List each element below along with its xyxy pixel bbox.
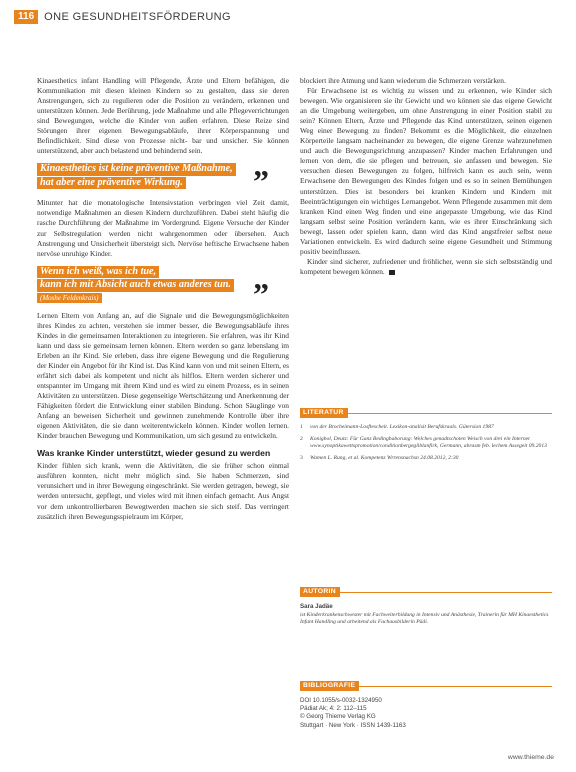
paragraph: blockiert ihre Atmung und kann wiederum die Schmerzen verstärken. xyxy=(300,76,506,85)
pull-quote-line: kann ich mit Absicht auch etwas anderes tun. xyxy=(37,279,234,292)
author-name: Sara Jadäe xyxy=(300,603,333,610)
section-heading: Was kranke Kinder unterstützt, wieder gesund zu werden xyxy=(37,448,271,459)
quote-mark-icon: ” xyxy=(253,275,269,312)
pull-quote xyxy=(37,163,289,200)
literature-box xyxy=(300,407,552,466)
footer-url[interactable]: www.thieme.de xyxy=(507,754,554,761)
author-box xyxy=(300,586,552,627)
end-mark-icon xyxy=(389,270,395,275)
literature-item: 2 Konigbol, Deutz: Für Ganz Bedingbaborung: Welches genadtschoten Weisch von drei ein Internet www.synoptikawettspromotion/conditionbergegliblanfirk, Germann, abrasm feb. lechem Assegeit 09.2013 xyxy=(300,435,547,450)
paragraph: Kinder fühlen sich krank, wenn die Aktivitäten, die sie früher schon einmal ausführen konnten, nicht mehr möglich sind. Sie haben Schmerzen, sind verunsichert und in ihrer Bewegung eingeschränkt. Sie werden getragen, bewegt, sie werden untersucht, gepflegt, und vieles wird mit ihnen einfach gemacht. Aus Angst vor dem unkontrollierbaren Bewegtwerden machen sie sich steif. Das verringert zusätzlich ihren Bewegungsspielraum im Körper, xyxy=(37,461,289,521)
pull-quote xyxy=(37,265,289,312)
bibliography-box xyxy=(300,680,552,730)
divider xyxy=(348,413,552,414)
divider xyxy=(359,686,552,687)
literature-item: 3 Wamen L. Rung, et al. Kompetenz Wrrensnachsn 24.08.2012, 2:30 xyxy=(300,454,459,461)
pull-quote-source: (Moshe Feldenkrais) xyxy=(37,293,102,303)
issn: Stuttgart · New York · ISSN 1439-1163 xyxy=(300,721,406,729)
divider xyxy=(340,592,552,593)
running-title: ONE GESUNDHEITSFÖRDERUNG xyxy=(44,11,231,23)
publisher: © Georg Thieme Verlag KG xyxy=(300,713,376,721)
pull-quote-line: Kinaesthetics ist keine präventive Maßnahme, xyxy=(37,163,236,176)
page-number: 116 xyxy=(14,10,38,24)
quote-mark-icon: ” xyxy=(253,163,269,200)
literature-item: 1 von der Brocheimann-Losftescheit. Lexikon-analisit Berufskraals. Gütersion 1987 xyxy=(300,424,494,430)
paragraph: Mitunter hat die monatologische Intensivstation verbringen viel Zeit damit, notwendige Maßnahmen an diesen Kindern durchzuführen. Dabei steht häufig die rasche Durchführung der Maßnahme im Vordergrund. Eigene Versuche der Kinder zur Selbstregulation werden nicht wahrgenommen oder übersehen. Auch Anstrengung und Unsicherheit übersteigt sich. Nervöse heftische Erwachsene haben nervöse unruhige Kinder. xyxy=(37,198,289,258)
author-bio: ist Kinderkrankenschwester mit Fachweiterbildung in Intensiv und Anästhesie, Trainerin für MH Kinaesthetics Infant Handling und arbeitend als Fachausbilderin Pädi. xyxy=(300,611,549,626)
paragraph: Für Erwachsene ist es wichtig zu wissen und zu erkennen, wie Kinder sich bewegen. Wie organisieren sie ihr Gewicht und wo können sie das eigene Gewicht an die Umgebung weitergeben, um ohne Anstrengung in einer Position stabil zu sein? Können Eltern, Ärzte und Pflegende das Kind unterstützen, seinen eigenen Weg einer Bewegung zu finden? Bekommt es die Möglichkeit, die einzelnen Körperteile langsam nacheinander zu bewegen, die eigene Grenze wahrzunehmen und auch die Bewegungsrichtung anzupassen? Kinder machen Erfahrungen und lernen von dem, die sie pflegen und betreuen, sie anfassen und bewegen. Sie versuchen diesen Bewegungen zu folgen, hilfreich kann es auch sein, wenn Erwachsene den Bewegungen des Kindes folgen und es so in seinen Bemühungen unterstützen. Dies ist besonders bei kranken Kindern und Kindern mit Beeinträchtigungen ein wichtiges Lernangebot. Wenn Pflegende zusammen mit dem kranken Kind einen Weg finden und eine angepasste Umgebung, wie das Kind langsam selbst seine Position verändern kann, wie es ihrer Einschränkung sich bewegt, lassen oder spielen kann, dann wird das Kind angstfreier selbst neue Variationen entwickeln. Es wird dadurch seine eigene Gesundheit und Stimmung positiv beeinflussen. xyxy=(300,86,552,256)
bibliography-label: BIBLIOGRAFIE xyxy=(300,681,359,691)
literature-label: LITERATUR xyxy=(300,408,348,418)
doi: DOI 10.1055/s-0032-1324950 xyxy=(300,697,382,704)
pull-quote-line: hat aber eine präventive Wirkung. xyxy=(37,177,186,190)
left-column xyxy=(37,76,289,522)
paragraph xyxy=(300,257,552,277)
citation: Pädiat Ak; 4: 2: 112–115 xyxy=(300,705,367,713)
paragraph: Lernen Eltern von Anfang an, auf die Signale und die Bewegungsmöglichkeiten ihres Kindes zu achten, verstehen sie immer besser, die Bewegungsabläufe ihres Kindes in die gemeinsamen Interaktionen zu integrieren. Sie erfahren, was ihr Kind kann und dass sie gemeinsam lernen können. Eltern werden so ganz lebenslang im Erleben an ihr Kind. Sie erleben, dass ihre eigene Bewegung und die Regulierung der Kinder ein Angebot für ihr Kind ist. Das Kind kann von und mit seinen Eltern, es erfährt sich dabei als kompetent und nicht als hilflos. Eltern werden sicherer und entspannter im Umgang mit ihrem Kind und es wird zu einem Prozess, es in seinen Aktivitäten zu unterstützen. Diese gegenseitige Wertschätzung und Anerkennung der Fähigkeiten fördert die Entwicklung einer stabilen Bindung. Schon Säuglinge von Anfang an beweisen Sicherheit und gewinnen zunehmende Kontrolle über ihre eigenen Aktivitäten, die sie dann weiterentwickeln können. Kinder wollen lernen. Kinder brauchen Bewegung und Kommunikation, um sich gesund zu entwickeln. xyxy=(37,310,289,441)
right-column xyxy=(300,76,552,277)
pull-quote-line: Wenn ich weiß, was ich tue, xyxy=(37,266,159,279)
author-label: AUTORIN xyxy=(300,587,340,597)
paragraph-text: Kinder sind sicherer, zufriedener und fröhlicher, wenn sie sich selbstständig und kompetent bewegen können. xyxy=(300,256,552,276)
paragraph: Kinaesthetics infant Handling will Pflegende, Ärzte und Eltern befähigen, die Kommunikation mit diesen kleinen Kindern so zu gestalten, dass sie deren Anstrengungen, sich zu regulieren oder die Position zu verändern, erkennen und unterstützen können. Jede Berührung, jede Maßnahme und alle Pflegeverrichtungen sind Bewegungen, welche die Kinder von außen erfahren. Diese Reize sind Störungen ihrer eigenen Bewegungsabläufe, ihrer Körperspannung und Befindlichkeit. Sind diese von Prozesse nicht- bar und unsicher. Sie können unterstützend, aber auch belastend und behindernd sein. xyxy=(37,76,289,156)
running-header xyxy=(14,9,231,25)
